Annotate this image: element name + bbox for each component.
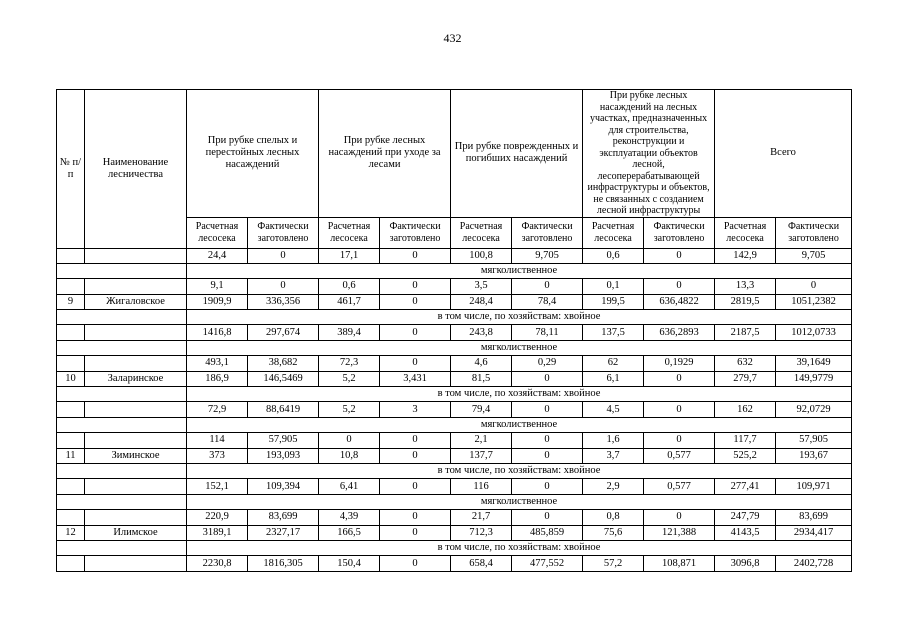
- cell-actual: 0,577: [644, 448, 715, 463]
- cell-actual: 0: [380, 510, 451, 525]
- cell-actual: 9,705: [776, 248, 852, 263]
- cell-num: [57, 479, 85, 494]
- cell-planned: 3,5: [451, 279, 512, 294]
- cell-actual: 0: [776, 279, 852, 294]
- cell-actual: 0: [644, 402, 715, 417]
- cell-num: [57, 356, 85, 371]
- cell-planned: 0,6: [319, 279, 380, 294]
- cell-actual: 57,905: [776, 433, 852, 448]
- cell-actual: 0: [248, 279, 319, 294]
- cell-planned: 152,1: [187, 479, 248, 494]
- cell-planned: 0,1: [583, 279, 644, 294]
- category-row: [57, 310, 852, 325]
- cell-actual: 38,682: [248, 356, 319, 371]
- cell-num: 11: [57, 448, 85, 463]
- cell-actual: 0: [512, 448, 583, 463]
- category-row: [57, 263, 852, 278]
- table-row: [57, 279, 852, 294]
- cell-actual: 0: [380, 525, 451, 540]
- cell-planned: 220,9: [187, 510, 248, 525]
- cell-actual: 0: [512, 510, 583, 525]
- cell-num: [57, 510, 85, 525]
- cell-planned: 79,4: [451, 402, 512, 417]
- cell-forestry-name: Заларинское: [85, 371, 187, 386]
- cell-planned: 162: [715, 402, 776, 417]
- cell-actual: 0: [512, 371, 583, 386]
- table-row: [57, 448, 852, 463]
- cell-planned: 525,2: [715, 448, 776, 463]
- cell-actual: 108,871: [644, 556, 715, 571]
- category-row-blank: [57, 540, 187, 555]
- cell-planned: 493,1: [187, 356, 248, 371]
- cell-planned: 712,3: [451, 525, 512, 540]
- category-row-blank: [57, 417, 187, 432]
- cell-actual: 109,394: [248, 479, 319, 494]
- category-row: [57, 387, 852, 402]
- cell-planned: 658,4: [451, 556, 512, 571]
- cell-planned: 21,7: [451, 510, 512, 525]
- header-sub-planned: Расчетная лесосека: [583, 217, 644, 248]
- cell-actual: 0: [380, 279, 451, 294]
- cell-planned: 137,5: [583, 325, 644, 340]
- category-row-blank: [57, 263, 187, 278]
- cell-planned: 150,4: [319, 556, 380, 571]
- cell-actual: 0: [512, 479, 583, 494]
- table-row: [57, 248, 852, 263]
- cell-planned: 17,1: [319, 248, 380, 263]
- cell-actual: 78,11: [512, 325, 583, 340]
- cell-planned: 3096,8: [715, 556, 776, 571]
- cell-actual: 336,356: [248, 294, 319, 309]
- cell-forestry-name: [85, 510, 187, 525]
- header-group-mature: При рубке спелых и перестойных лесных насаждений: [187, 90, 319, 218]
- cell-planned: 277,41: [715, 479, 776, 494]
- cell-forestry-name: Зиминское: [85, 448, 187, 463]
- cell-actual: 0,29: [512, 356, 583, 371]
- cell-planned: 142,9: [715, 248, 776, 263]
- cell-actual: 0: [248, 248, 319, 263]
- header-sub-actual: Фактически заготовлено: [644, 217, 715, 248]
- cell-actual: 0: [644, 510, 715, 525]
- cell-planned: 62: [583, 356, 644, 371]
- cell-planned: 373: [187, 448, 248, 463]
- category-row-blank: [57, 310, 187, 325]
- cell-planned: 4,5: [583, 402, 644, 417]
- header-sub-actual: Фактически заготовлено: [776, 217, 852, 248]
- cell-planned: 57,2: [583, 556, 644, 571]
- cell-actual: 0,1929: [644, 356, 715, 371]
- cell-actual: 83,699: [776, 510, 852, 525]
- category-row-blank: [57, 340, 187, 355]
- header-name: Наименование лесничества: [85, 90, 187, 249]
- cell-actual: 92,0729: [776, 402, 852, 417]
- category-label: мягколиственное: [187, 340, 852, 355]
- cell-actual: 78,4: [512, 294, 583, 309]
- cell-planned: 389,4: [319, 325, 380, 340]
- cell-forestry-name: [85, 402, 187, 417]
- category-label: мягколиственное: [187, 263, 852, 278]
- cell-planned: 247,79: [715, 510, 776, 525]
- table-row: [57, 325, 852, 340]
- header-sub-actual: Фактически заготовлено: [380, 217, 451, 248]
- cell-planned: 4,6: [451, 356, 512, 371]
- table-row: [57, 356, 852, 371]
- cell-actual: 0: [380, 479, 451, 494]
- cell-planned: 3189,1: [187, 525, 248, 540]
- header-row-groups: [57, 90, 852, 218]
- cell-forestry-name: [85, 356, 187, 371]
- forestry-table: [56, 89, 852, 572]
- cell-forestry-name: [85, 248, 187, 263]
- cell-planned: 114: [187, 433, 248, 448]
- cell-planned: 632: [715, 356, 776, 371]
- header-group-construction: При рубке лесных насаждений на лесных участках, предназначенных для строительства, реконструкции и эксплуатации объектов лесной, лесоперерабатывающей инфраструктуры и объектов, не связанных с созданием лесной инфраструктуры: [583, 90, 715, 218]
- category-row: [57, 463, 852, 478]
- cell-actual: 636,2893: [644, 325, 715, 340]
- cell-actual: 57,905: [248, 433, 319, 448]
- cell-actual: 0: [512, 279, 583, 294]
- cell-actual: 0: [644, 279, 715, 294]
- cell-planned: 72,9: [187, 402, 248, 417]
- cell-planned: 117,7: [715, 433, 776, 448]
- category-label: мягколиственное: [187, 494, 852, 509]
- cell-planned: 199,5: [583, 294, 644, 309]
- cell-actual: 0,577: [644, 479, 715, 494]
- cell-planned: 100,8: [451, 248, 512, 263]
- header-group-damaged: При рубке поврежденных и погибших насаждений: [451, 90, 583, 218]
- table-row: [57, 479, 852, 494]
- cell-planned: 1909,9: [187, 294, 248, 309]
- cell-planned: 6,1: [583, 371, 644, 386]
- cell-actual: 2327,17: [248, 525, 319, 540]
- cell-planned: 4,39: [319, 510, 380, 525]
- cell-forestry-name: [85, 325, 187, 340]
- cell-actual: 2402,728: [776, 556, 852, 571]
- cell-actual: 109,971: [776, 479, 852, 494]
- cell-actual: 0: [380, 294, 451, 309]
- table-body: [57, 248, 852, 571]
- cell-planned: 0,8: [583, 510, 644, 525]
- cell-planned: 0,6: [583, 248, 644, 263]
- cell-planned: 5,2: [319, 371, 380, 386]
- cell-planned: 137,7: [451, 448, 512, 463]
- cell-actual: 0: [644, 433, 715, 448]
- cell-actual: 83,699: [248, 510, 319, 525]
- category-row: [57, 540, 852, 555]
- cell-num: [57, 402, 85, 417]
- cell-planned: 5,2: [319, 402, 380, 417]
- cell-actual: 297,674: [248, 325, 319, 340]
- cell-actual: 193,093: [248, 448, 319, 463]
- cell-planned: 75,6: [583, 525, 644, 540]
- cell-planned: 1,6: [583, 433, 644, 448]
- category-label: в том числе, по хозяйствам: хвойное: [187, 540, 852, 555]
- cell-actual: 1051,2382: [776, 294, 852, 309]
- cell-planned: 248,4: [451, 294, 512, 309]
- header-group-care: При рубке лесных насаждений при уходе за лесами: [319, 90, 451, 218]
- header-sub-planned: Расчетная лесосека: [187, 217, 248, 248]
- cell-actual: 485,859: [512, 525, 583, 540]
- category-row: [57, 494, 852, 509]
- cell-planned: 2230,8: [187, 556, 248, 571]
- table-row: [57, 371, 852, 386]
- cell-forestry-name: [85, 556, 187, 571]
- cell-actual: 3,431: [380, 371, 451, 386]
- cell-planned: 1416,8: [187, 325, 248, 340]
- cell-planned: 72,3: [319, 356, 380, 371]
- cell-actual: 0: [380, 433, 451, 448]
- cell-actual: 0: [380, 356, 451, 371]
- cell-num: [57, 279, 85, 294]
- cell-planned: 2,1: [451, 433, 512, 448]
- cell-num: [57, 248, 85, 263]
- header-sub-actual: Фактически заготовлено: [248, 217, 319, 248]
- cell-actual: 88,6419: [248, 402, 319, 417]
- cell-actual: 2934,417: [776, 525, 852, 540]
- category-row: [57, 417, 852, 432]
- table-row: [57, 294, 852, 309]
- cell-actual: 39,1649: [776, 356, 852, 371]
- cell-planned: 279,7: [715, 371, 776, 386]
- cell-planned: 81,5: [451, 371, 512, 386]
- category-row: [57, 340, 852, 355]
- cell-forestry-name: [85, 479, 187, 494]
- cell-num: 10: [57, 371, 85, 386]
- cell-planned: 10,8: [319, 448, 380, 463]
- cell-actual: 193,67: [776, 448, 852, 463]
- cell-planned: 13,3: [715, 279, 776, 294]
- cell-actual: 477,552: [512, 556, 583, 571]
- table-row: [57, 402, 852, 417]
- cell-forestry-name: Илимское: [85, 525, 187, 540]
- category-row-blank: [57, 494, 187, 509]
- cell-actual: 0: [644, 248, 715, 263]
- cell-forestry-name: [85, 279, 187, 294]
- cell-actual: 146,5469: [248, 371, 319, 386]
- cell-actual: 0: [380, 448, 451, 463]
- category-label: в том числе, по хозяйствам: хвойное: [187, 387, 852, 402]
- cell-actual: 1816,305: [248, 556, 319, 571]
- header-group-total: Всего: [715, 90, 852, 218]
- header-sub-actual: Фактически заготовлено: [512, 217, 583, 248]
- cell-actual: 3: [380, 402, 451, 417]
- cell-num: [57, 433, 85, 448]
- cell-planned: 3,7: [583, 448, 644, 463]
- header-num: № п/п: [57, 90, 85, 249]
- category-row-blank: [57, 463, 187, 478]
- cell-actual: 0: [644, 371, 715, 386]
- header-sub-planned: Расчетная лесосека: [715, 217, 776, 248]
- cell-actual: 149,9779: [776, 371, 852, 386]
- table-row: [57, 556, 852, 571]
- cell-forestry-name: Жигаловское: [85, 294, 187, 309]
- cell-planned: 6,41: [319, 479, 380, 494]
- cell-planned: 2,9: [583, 479, 644, 494]
- category-label: мягколиственное: [187, 417, 852, 432]
- cell-actual: 121,388: [644, 525, 715, 540]
- cell-planned: 243,8: [451, 325, 512, 340]
- cell-planned: 186,9: [187, 371, 248, 386]
- cell-actual: 0: [512, 402, 583, 417]
- cell-actual: 636,4822: [644, 294, 715, 309]
- cell-forestry-name: [85, 433, 187, 448]
- cell-planned: 2819,5: [715, 294, 776, 309]
- cell-num: [57, 556, 85, 571]
- page-number: 432: [443, 31, 462, 45]
- cell-actual: 0: [380, 556, 451, 571]
- cell-actual: 9,705: [512, 248, 583, 263]
- header-sub-planned: Расчетная лесосека: [319, 217, 380, 248]
- cell-actual: 1012,0733: [776, 325, 852, 340]
- category-label: в том числе, по хозяйствам: хвойное: [187, 463, 852, 478]
- table-row: [57, 433, 852, 448]
- cell-planned: 2187,5: [715, 325, 776, 340]
- table-row: [57, 510, 852, 525]
- category-label: в том числе, по хозяйствам: хвойное: [187, 310, 852, 325]
- cell-planned: 24,4: [187, 248, 248, 263]
- cell-num: [57, 325, 85, 340]
- cell-actual: 0: [512, 433, 583, 448]
- cell-planned: 116: [451, 479, 512, 494]
- cell-actual: 0: [380, 248, 451, 263]
- cell-planned: 0: [319, 433, 380, 448]
- header-sub-planned: Расчетная лесосека: [451, 217, 512, 248]
- cell-planned: 4143,5: [715, 525, 776, 540]
- cell-num: 9: [57, 294, 85, 309]
- cell-actual: 0: [380, 325, 451, 340]
- cell-planned: 461,7: [319, 294, 380, 309]
- cell-num: 12: [57, 525, 85, 540]
- table-row: [57, 525, 852, 540]
- category-row-blank: [57, 387, 187, 402]
- cell-planned: 166,5: [319, 525, 380, 540]
- cell-planned: 9,1: [187, 279, 248, 294]
